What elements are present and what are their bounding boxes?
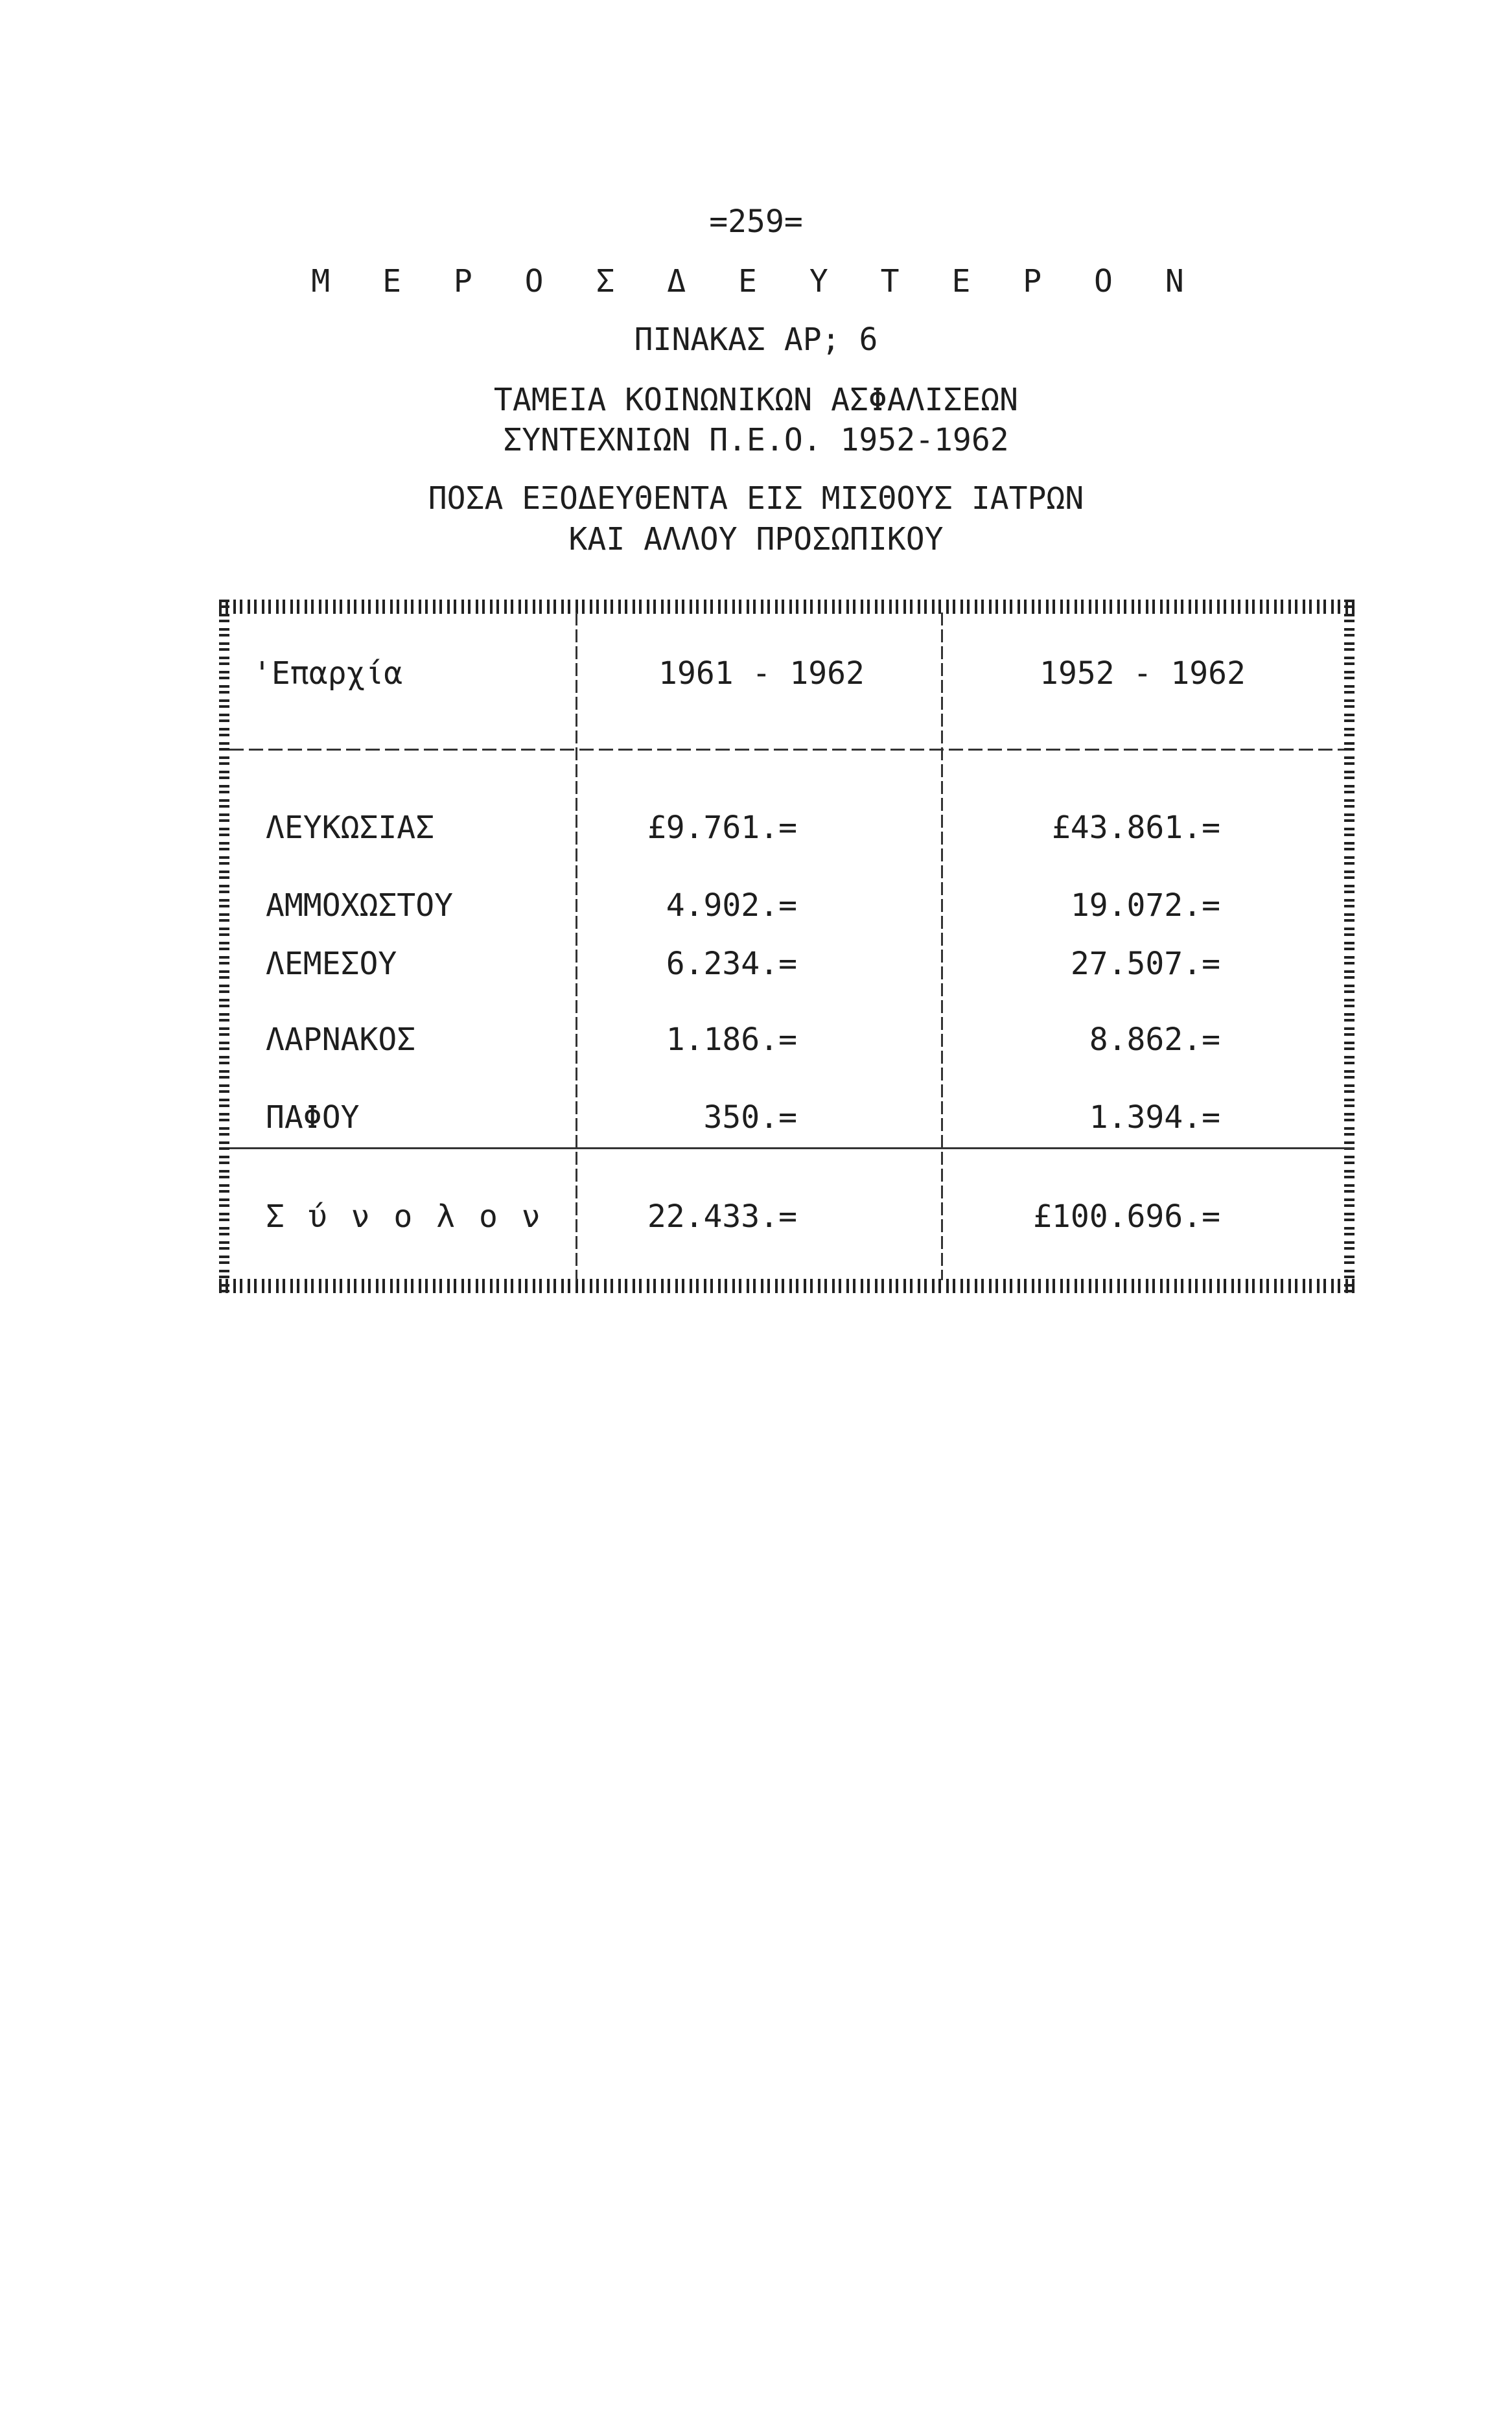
- table-number: ΠΙΝΑΚΑΣ ΑΡ; 6: [634, 321, 878, 358]
- amount-period-2: 19.072.=: [1070, 887, 1220, 924]
- table-border-right: [1344, 600, 1355, 1293]
- header-separator: [229, 749, 1344, 751]
- column-header-period-1: 1961 - 1962: [658, 655, 865, 692]
- district-name: ΠΑΦΟΥ: [266, 1099, 360, 1136]
- subtitle-line-3: ΠΟΣΑ ΕΞΟΔΕΥΘΕΝΤΑ ΕΙΣ ΜΙΣΘΟΥΣ ΙΑΤΡΩΝ: [428, 480, 1084, 517]
- total-separator: [229, 1147, 1355, 1149]
- district-name: ΛΕΜΕΣΟΥ: [266, 946, 397, 982]
- table-border-bottom: [219, 1279, 1355, 1293]
- district-name: ΑΜΜΟΧΩΣΤΟΥ: [266, 887, 453, 924]
- amount-period-2: 8.862.=: [1089, 1022, 1220, 1058]
- table-border-top: [219, 600, 1355, 614]
- amount-period-1: 350.=: [703, 1099, 797, 1136]
- amount-period-1: 4.902.=: [666, 887, 797, 924]
- total-period-2: £100.696.=: [1033, 1198, 1220, 1235]
- amount-period-2: 27.507.=: [1070, 946, 1220, 982]
- amount-period-1: £9.761.=: [647, 810, 797, 846]
- column-header-period-2: 1952 - 1962: [1040, 655, 1246, 692]
- amount-period-1: 6.234.=: [666, 946, 797, 982]
- part-title: Μ Ε Ρ Ο Σ Δ Ε Υ Τ Ε Ρ Ο Ν: [311, 263, 1201, 299]
- total-period-1: 22.433.=: [647, 1198, 797, 1235]
- subtitle-line-1: ΤΑΜΕΙΑ ΚΟΙΝΩΝΙΚΩΝ ΑΣΦΑΛΙΣΕΩΝ: [493, 382, 1019, 418]
- amount-period-1: 1.186.=: [666, 1022, 797, 1058]
- total-label: Σ ύ ν ο λ ο ν: [266, 1198, 543, 1235]
- district-name: ΛΕΥΚΩΣΙΑΣ: [266, 810, 435, 846]
- column-divider-2: [941, 613, 943, 1280]
- column-divider-1: [576, 613, 577, 1280]
- expenditure-table: [219, 600, 1355, 1293]
- district-name: ΛΑΡΝΑΚΟΣ: [266, 1022, 416, 1058]
- subtitle-line-2: ΣΥΝΤΕΧΝΙΩΝ Π.Ε.Ο. 1952-1962: [503, 422, 1009, 458]
- column-header-district: 'Επαρχία: [253, 655, 403, 692]
- table-border-left: [219, 600, 229, 1293]
- amount-period-2: £43.861.=: [1051, 810, 1220, 846]
- amount-period-2: 1.394.=: [1089, 1099, 1220, 1136]
- page-number: =259=: [709, 204, 803, 240]
- subtitle-line-4: ΚΑΙ ΑΛΛΟΥ ΠΡΟΣΩΠΙΚΟΥ: [568, 521, 944, 557]
